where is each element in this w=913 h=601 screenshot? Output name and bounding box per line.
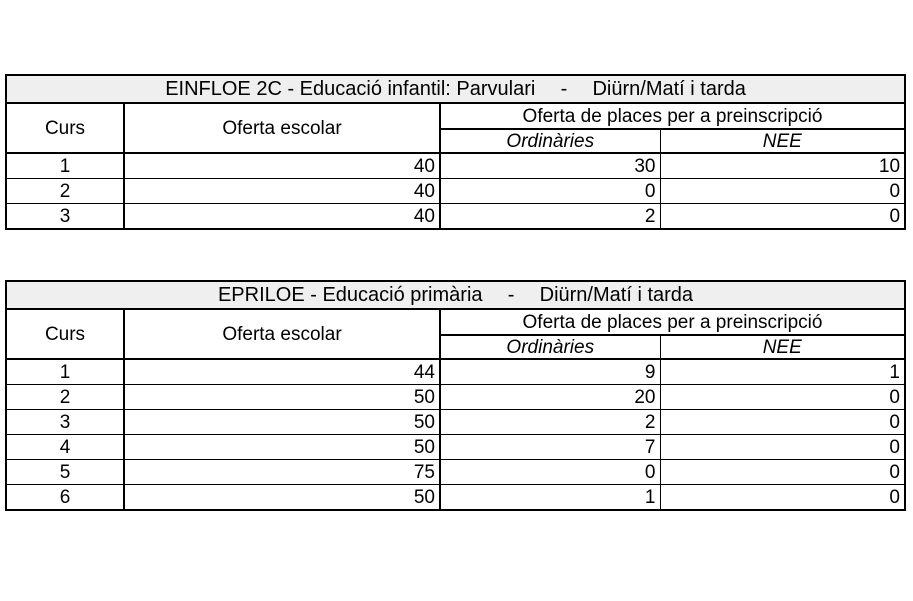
cell-nee: 0: [660, 410, 905, 435]
table-title: [6, 75, 905, 103]
table-row: [6, 204, 905, 230]
cell-nee: 0: [660, 385, 905, 410]
cell-ordinaries: 2: [440, 410, 660, 435]
title-separator: -: [560, 78, 568, 100]
cell-ordinaries: 1: [440, 485, 660, 511]
table-row: [6, 485, 905, 511]
table-row: [6, 359, 905, 385]
cell-nee: 0: [660, 435, 905, 460]
cell-nee: 1: [660, 359, 905, 385]
title-code: EINFLOE 2C - Educació infantil: Parvulari: [165, 78, 536, 100]
cell-oferta: 50: [124, 485, 440, 511]
offer-table-infantil: [5, 74, 906, 230]
table-title: [6, 281, 905, 309]
cell-curs: 1: [6, 153, 124, 179]
col-header-curs: Curs: [6, 103, 124, 153]
header-row: [6, 309, 905, 335]
cell-nee: 10: [660, 153, 905, 179]
cell-curs: 5: [6, 460, 124, 485]
cell-oferta: 50: [124, 435, 440, 460]
cell-oferta: 40: [124, 153, 440, 179]
cell-oferta: 75: [124, 460, 440, 485]
cell-nee: 0: [660, 460, 905, 485]
table-row: [6, 460, 905, 485]
title-shift: Diürn/Matí i tarda: [592, 78, 746, 100]
col-header-places: Oferta de places per a preinscripció: [440, 309, 905, 335]
table-row: [6, 385, 905, 410]
col-header-oferta: Oferta escolar: [124, 309, 440, 359]
col-header-oferta: Oferta escolar: [124, 103, 440, 153]
cell-curs: 6: [6, 485, 124, 511]
cell-curs: 2: [6, 179, 124, 204]
cell-oferta: 50: [124, 410, 440, 435]
cell-nee: 0: [660, 204, 905, 230]
cell-nee: 0: [660, 179, 905, 204]
cell-nee: 0: [660, 485, 905, 511]
offer-table-primaria: [5, 280, 906, 511]
table-title-row: [6, 281, 905, 309]
title-shift: Diürn/Matí i tarda: [539, 284, 694, 306]
title-separator: -: [507, 284, 515, 306]
cell-oferta: 44: [124, 359, 440, 385]
col-header-ordinaries: Ordinàries: [440, 335, 660, 359]
cell-ordinaries: 7: [440, 435, 660, 460]
cell-curs: 3: [6, 410, 124, 435]
cell-curs: 3: [6, 204, 124, 230]
table-row: [6, 435, 905, 460]
cell-curs: 4: [6, 435, 124, 460]
col-header-nee: NEE: [660, 129, 905, 153]
cell-oferta: 40: [124, 204, 440, 230]
cell-ordinaries: 9: [440, 359, 660, 385]
col-header-curs: Curs: [6, 309, 124, 359]
col-header-ordinaries: Ordinàries: [440, 129, 660, 153]
cell-oferta: 50: [124, 385, 440, 410]
col-header-nee: NEE: [660, 335, 905, 359]
cell-ordinaries: 2: [440, 204, 660, 230]
cell-ordinaries: 0: [440, 460, 660, 485]
cell-curs: 1: [6, 359, 124, 385]
cell-oferta: 40: [124, 179, 440, 204]
header-row: [6, 103, 905, 129]
cell-ordinaries: 30: [440, 153, 660, 179]
table-row: [6, 410, 905, 435]
cell-ordinaries: 20: [440, 385, 660, 410]
cell-ordinaries: 0: [440, 179, 660, 204]
cell-curs: 2: [6, 385, 124, 410]
title-code: EPRILOE - Educació primària: [217, 284, 483, 306]
table-title-row: [6, 75, 905, 103]
table-row: [6, 153, 905, 179]
col-header-places: Oferta de places per a preinscripció: [440, 103, 905, 129]
table-row: [6, 179, 905, 204]
